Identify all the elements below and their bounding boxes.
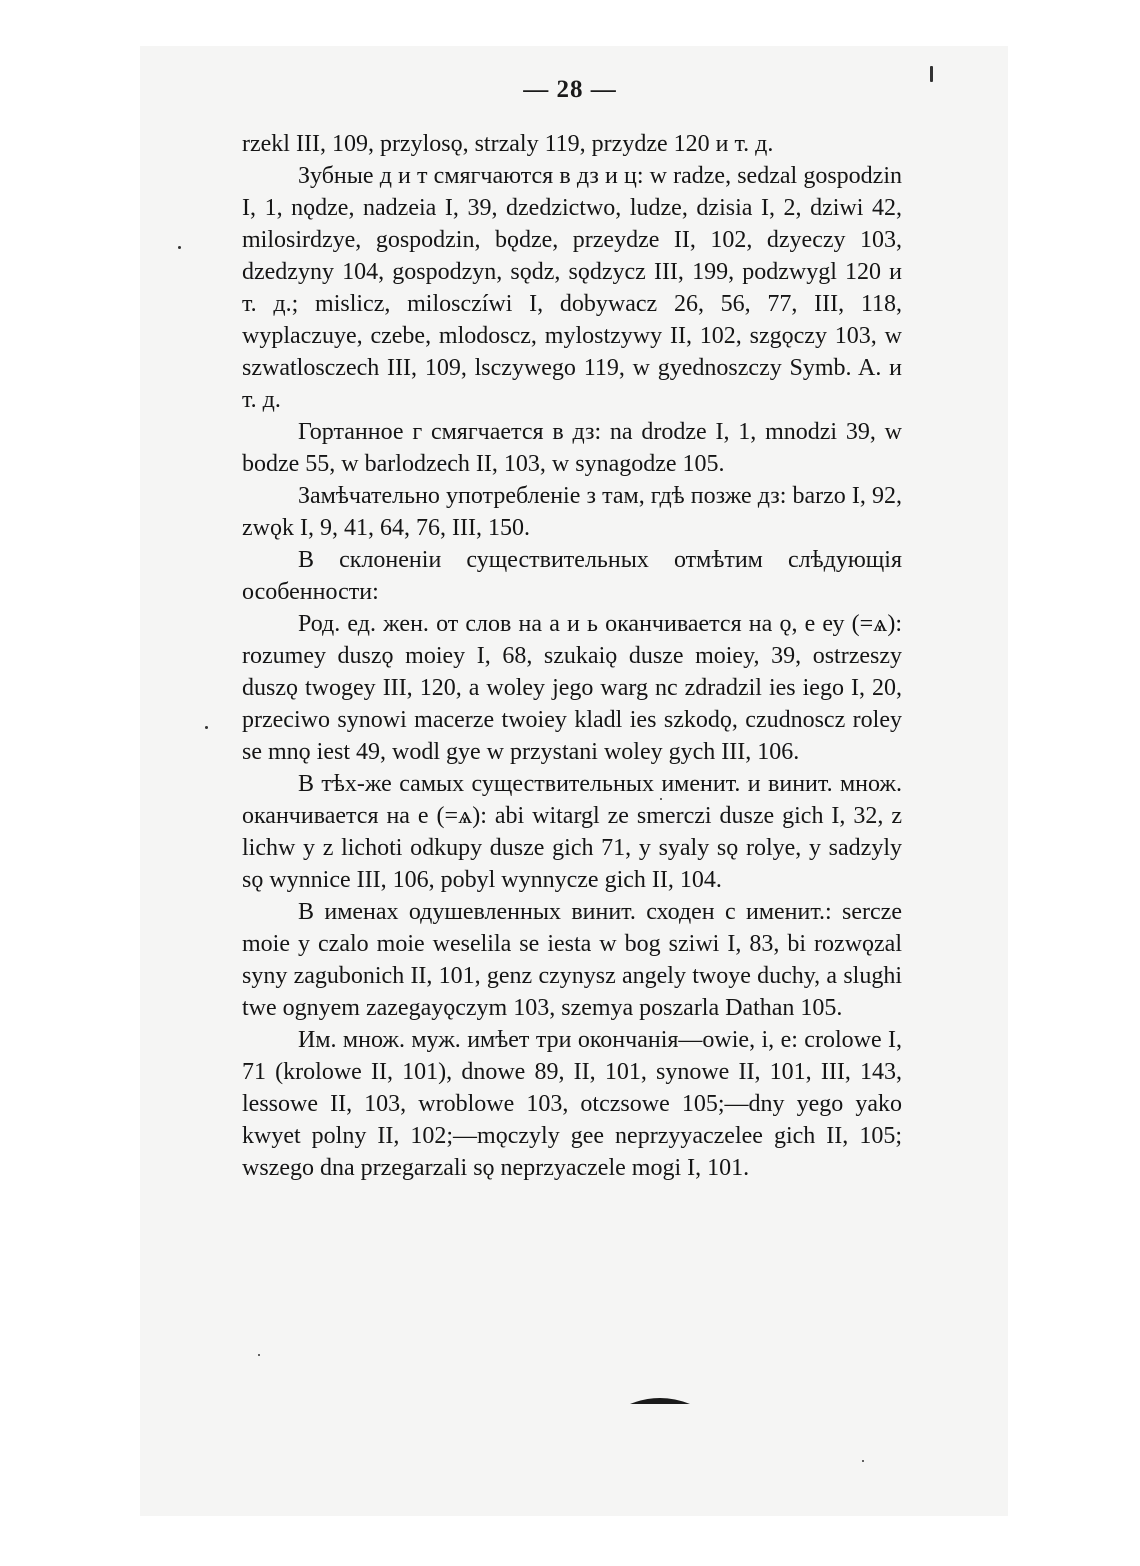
end-ornament (630, 1396, 690, 1406)
scan-speck (660, 798, 662, 800)
paragraph: В именах одушевленных винит. сходен с именит.: sercze moie y czalo moie weselila se iesta w bog sziwi I, 83, bi rozwǫzal syny zagubonich II, 101, genz czynysz angely twoye duchy, a slughi twe ognyem zazegayǫczym 103, szemya poszarla Dathan 105. (242, 899, 902, 1021)
page-number: — 28 — (523, 76, 617, 103)
paragraph: Гортанное г смягчается в дз: na drodze I, 1, mnodzi 39, w bodze 55, w barlodzech II, 103, w synagodze 105. (242, 419, 902, 477)
paragraph: В тѣх-же самых существительных именит. и винит. множ. оканчивается на е (=ѧ): abi witargl ze smerczi dusze gich I, 32, z lichw y z lichoti odkupy dusze gich 71, y syaly sǫ rolye, y sadzyly sǫ wynnice III, 106, pobyl wynnycze gich II, 104. (242, 771, 902, 893)
paragraph: rzekl III, 109, przylosǫ, strzaly 119, przydze 120 и т. д. (242, 131, 774, 157)
paragraph: Им. множ. муж. имѣет три окончанія—owie, i, e: crolowe I, 71 (krolowe II, 101), dnowe 89, II, 101, synowe II, 101, III, 143, lessowe II, 103, wroblowe 103, otczsowe 105;—dny yego yako kwyet polny II, 102;—mǫczyly gee neprzyyaczelee gich II, 105; wszego dna przegarzali sǫ neprzyaczele mogi I, 101. (242, 1027, 902, 1181)
scan-speck (205, 726, 208, 729)
scan-speck (862, 1460, 864, 1462)
paragraph: В склоненіи существительных отмѣтим слѣдующія особенности: (242, 547, 902, 605)
paragraph: Замѣчательно употребленіе з там, гдѣ позже дз: barzo I, 92, zwǫk I, 9, 41, 64, 76, III, 150. (242, 483, 902, 541)
scan-speck (258, 1354, 260, 1356)
paragraph: Род. ед. жен. от слов на а и ь оканчивается на ǫ, е еу (=ѧ): rozumey duszǫ moiey I, 68, szukaiǫ dusze moiey, 39, ostrzeszy duszǫ twogey III, 120, a woley jego warg nc zdradzil ies iego I, 20, przeciwo synowi macerze twoiey kladl ies szkodǫ, czudnoscz roley se mnǫ iest 49, wodl gye w przystani woley gych III, 106. (242, 611, 902, 765)
body-text (242, 128, 902, 1184)
scan-speck (930, 66, 933, 82)
paragraph: Зубные д и т смягчаются в дз и ц: w radze, sedzal gospodzin I, 1, nǫdze, nadzeia I, 39, dzedzictwo, ludze, dzisia I, 2, dziwi 42, milosirdzye, gospodzin, bǫdze, przeydze II, 102, dzyeczy 103, dzedzyny 104, gospodzyn, sǫdz, sǫdzycz III, 199, podzwygl 120 и т. д.; mislicz, milosczíwi I, dobywacz 26, 56, 77, III, 118, wyplaczuye, czebe, mlodoscz, mylostzywy II, 102, szgǫczy 103, w szwatlosczech III, 109, lsczywego 119, w gyednoszczy Symb. A. и т. д. (242, 163, 902, 413)
scan-speck (178, 246, 181, 249)
